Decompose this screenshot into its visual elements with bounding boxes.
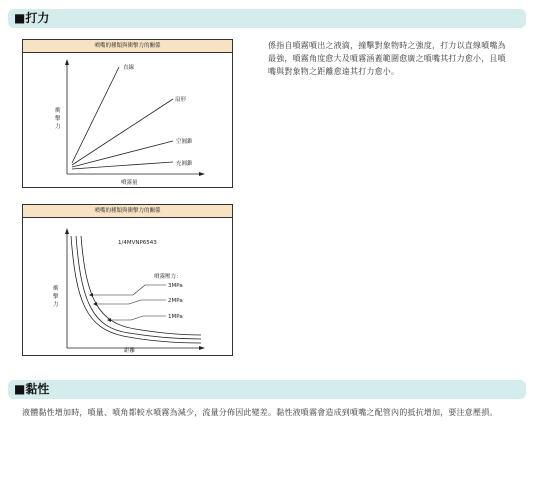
chart-nozzle-type-impact	[22, 39, 233, 188]
chart1-plot	[23, 53, 232, 187]
chart1-label-fan: 扇形	[175, 97, 187, 103]
chart2-arrow-2mpa	[93, 302, 97, 306]
chart2-label-2mpa: 2MPa	[168, 298, 183, 304]
chart2-plot	[23, 218, 232, 355]
chart2-leader-1mpa	[109, 316, 166, 320]
chart1-title: 噴嘴的種類與衝擊力的關係	[23, 40, 232, 53]
viscosity-description: 液體黏性增加時，噴量、噴角都較水噴霧為減少，流量分佈因此變差。黏性液噴霧會造成到噴嘴之配管內的抵抗增加，要注意壓損。	[22, 408, 498, 417]
chart2-label-1mpa: 1MPa	[168, 314, 183, 320]
chart1-x-arrow	[199, 172, 205, 176]
chart2-ylabel-1: 衝	[53, 286, 59, 292]
chart2-leader-3mpa	[91, 285, 166, 295]
chart2-ylabel-2: 擊	[53, 294, 59, 300]
chart2-x-arrow	[199, 346, 205, 350]
chart2-title: 噴嘴的種類與衝擊力的關係	[23, 205, 232, 218]
chart2-model: 1/4MVNP6543	[118, 240, 157, 246]
chart-pressure-distance-impact	[22, 204, 233, 356]
chart1-label-hollow-cone: 空圓錐	[176, 139, 193, 145]
impact-description: 係指自噴霧噴出之液滴，撞擊對象物時之強度，打力以直線噴嘴為最強，噴霧角度愈大及噴霧涵蓋範圍愈廣之噴嘴其打力愈小，且噴嘴與對象物之距離愈遠其打力愈小。	[268, 41, 506, 76]
chart2-leader-2mpa	[95, 300, 166, 304]
chart2-ylabel-3: 力	[53, 302, 59, 308]
section-title-viscosity: ■黏性	[14, 382, 50, 396]
chart1-label-full-cone: 充圓錐	[176, 161, 193, 167]
chart2-label-3mpa: 3MPa	[168, 283, 183, 289]
chart1-y-arrow	[65, 59, 69, 65]
section-header-viscosity	[8, 380, 526, 399]
chart2-y-arrow	[65, 228, 69, 234]
chart2-pressure-label: 噴霧壓力：	[154, 274, 182, 280]
chart1-line-straight	[72, 67, 119, 163]
chart1-label-straight: 直線	[123, 65, 135, 71]
chart1-xlabel: 噴霧量	[121, 180, 138, 186]
chart2-curve-1mpa	[71, 236, 201, 343]
chart2-curve-3mpa	[81, 236, 201, 335]
chart1-ylabel-1: 衝	[55, 108, 61, 114]
chart2-arrow-3mpa	[89, 293, 93, 297]
section-title-impact: ■打力	[14, 11, 50, 25]
section-header-impact	[8, 9, 526, 28]
chart1-ylabel-2: 擊	[55, 116, 61, 122]
chart2-xlabel: 距離	[124, 348, 136, 354]
chart1-ylabel-3: 力	[55, 124, 61, 130]
